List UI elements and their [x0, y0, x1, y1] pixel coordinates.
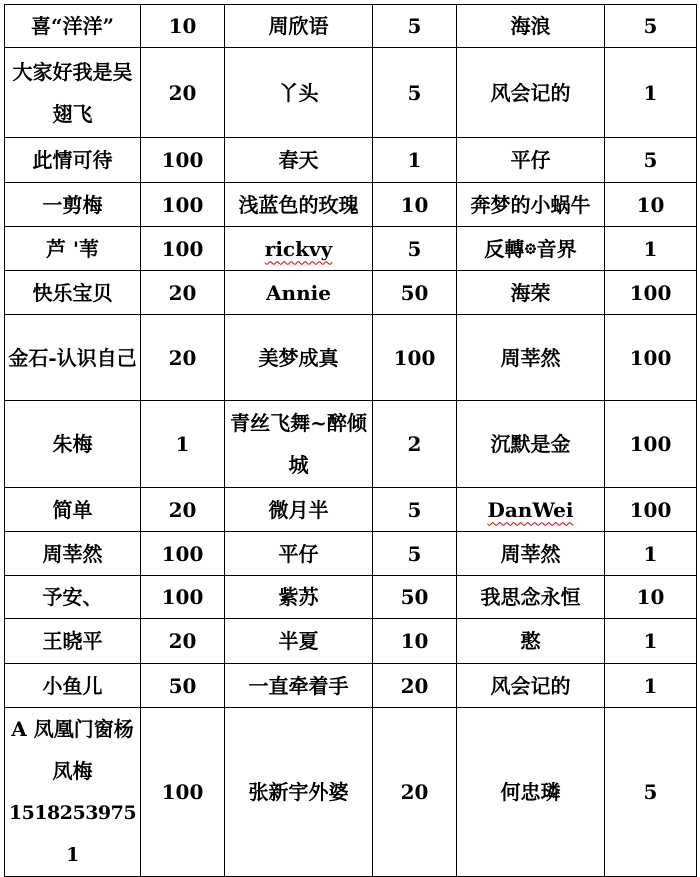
donor-name-text: A 凤凰门窗杨凤梅 [11, 717, 134, 783]
donor-name: 我思念永恒 [457, 576, 605, 619]
donor-name: 周欣语 [225, 5, 373, 48]
donor-name: 王晓平 [5, 619, 141, 664]
donor-name: 喜“洋洋” [5, 5, 141, 48]
donor-name: 大家好我是吴翅飞 [5, 48, 141, 138]
donation-amount: 1 [605, 227, 697, 271]
donation-amount: 100 [141, 183, 225, 227]
donation-amount: 20 [373, 664, 457, 708]
donor-name: 半夏 [225, 619, 373, 664]
donation-amount: 50 [373, 576, 457, 619]
table-row [5, 138, 697, 183]
table-row [5, 619, 697, 664]
donor-name: 奔梦的小蜗牛 [457, 183, 605, 227]
donation-amount: 2 [373, 401, 457, 488]
donor-name: 张新宇外婆 [225, 708, 373, 877]
donor-name: 海浪 [457, 5, 605, 48]
donation-amount: 20 [141, 488, 225, 532]
donation-amount: 1 [605, 664, 697, 708]
donor-name: 何忠璘 [457, 708, 605, 877]
donation-amount: 100 [605, 315, 697, 401]
donation-amount: 20 [141, 48, 225, 138]
donor-name: 此情可待 [5, 138, 141, 183]
donation-amount: 1 [373, 138, 457, 183]
table-row [5, 183, 697, 227]
donor-name: 反轉𖡼音界 [457, 227, 605, 271]
donation-amount: 10 [373, 183, 457, 227]
donation-amount: 5 [373, 48, 457, 138]
table-row [5, 48, 697, 138]
donor-name: 沉默是金 [457, 401, 605, 488]
donation-amount: 20 [373, 708, 457, 877]
table-row [5, 576, 697, 619]
donation-amount: 10 [373, 619, 457, 664]
donor-name: 朱梅 [5, 401, 141, 488]
donation-amount: 100 [373, 315, 457, 401]
donation-amount: 5 [373, 227, 457, 271]
donation-amount: 20 [141, 619, 225, 664]
donation-amount: 20 [141, 315, 225, 401]
donor-name: 简单 [5, 488, 141, 532]
donor-name: 周莘然 [457, 315, 605, 401]
table-row [5, 271, 697, 315]
donation-amount: 5 [373, 5, 457, 48]
donor-name: 丫头 [225, 48, 373, 138]
donor-name: 金石-认识自己 [5, 315, 141, 401]
donor-phone: 15182539751 [8, 802, 137, 866]
donation-amount: 100 [141, 532, 225, 576]
donation-amount: 100 [605, 271, 697, 315]
donation-amount: 100 [141, 138, 225, 183]
donor-name: 小鱼儿 [5, 664, 141, 708]
table-row [5, 401, 697, 488]
donation-amount: 10 [605, 183, 697, 227]
donation-amount: 10 [605, 576, 697, 619]
donation-table [4, 4, 697, 877]
donor-name: 一剪梅 [5, 183, 141, 227]
donor-name: 紫苏 [225, 576, 373, 619]
donor-name: 芦 '苇 [5, 227, 141, 271]
donation-amount: 100 [141, 576, 225, 619]
table-row [5, 488, 697, 532]
donation-amount: 1 [605, 619, 697, 664]
donation-amount: 100 [605, 488, 697, 532]
donation-amount: 5 [373, 532, 457, 576]
donor-name: 风会记的 [457, 664, 605, 708]
table-row [5, 532, 697, 576]
donor-name: 一直牵着手 [225, 664, 373, 708]
donation-amount: 5 [605, 708, 697, 877]
donor-name: 美梦成真 [225, 315, 373, 401]
donation-amount: 100 [605, 401, 697, 488]
donor-name: 快乐宝贝 [5, 271, 141, 315]
donor-name: 平仔 [225, 532, 373, 576]
donation-amount: 10 [141, 5, 225, 48]
donor-name: 憨 [457, 619, 605, 664]
donor-name: 周莘然 [457, 532, 605, 576]
table-row [5, 5, 697, 48]
donor-name: 微月半 [225, 488, 373, 532]
donor-name: 平仔 [457, 138, 605, 183]
donor-name: Annie [225, 271, 373, 315]
donation-amount: 1 [605, 532, 697, 576]
donor-name: 春天 [225, 138, 373, 183]
donor-name [5, 708, 141, 877]
donation-amount: 1 [141, 401, 225, 488]
donation-amount: 5 [373, 488, 457, 532]
donor-name: DanWei [457, 488, 605, 532]
donor-name: 青丝飞舞~醉倾城 [225, 401, 373, 488]
donation-amount: 100 [141, 708, 225, 877]
donor-name: rickvy [225, 227, 373, 271]
donation-amount: 1 [605, 48, 697, 138]
table-row [5, 664, 697, 708]
donation-amount: 5 [605, 138, 697, 183]
donation-amount: 50 [373, 271, 457, 315]
table-row [5, 227, 697, 271]
donation-amount: 50 [141, 664, 225, 708]
donor-name: 周莘然 [5, 532, 141, 576]
donation-amount: 100 [141, 227, 225, 271]
donor-name: 浅蓝色的玫瑰 [225, 183, 373, 227]
donation-amount: 20 [141, 271, 225, 315]
donor-name: 海荣 [457, 271, 605, 315]
donation-amount: 5 [605, 5, 697, 48]
donor-name: 予安、 [5, 576, 141, 619]
table-row [5, 708, 697, 877]
table-row [5, 315, 697, 401]
donor-name: 风会记的 [457, 48, 605, 138]
